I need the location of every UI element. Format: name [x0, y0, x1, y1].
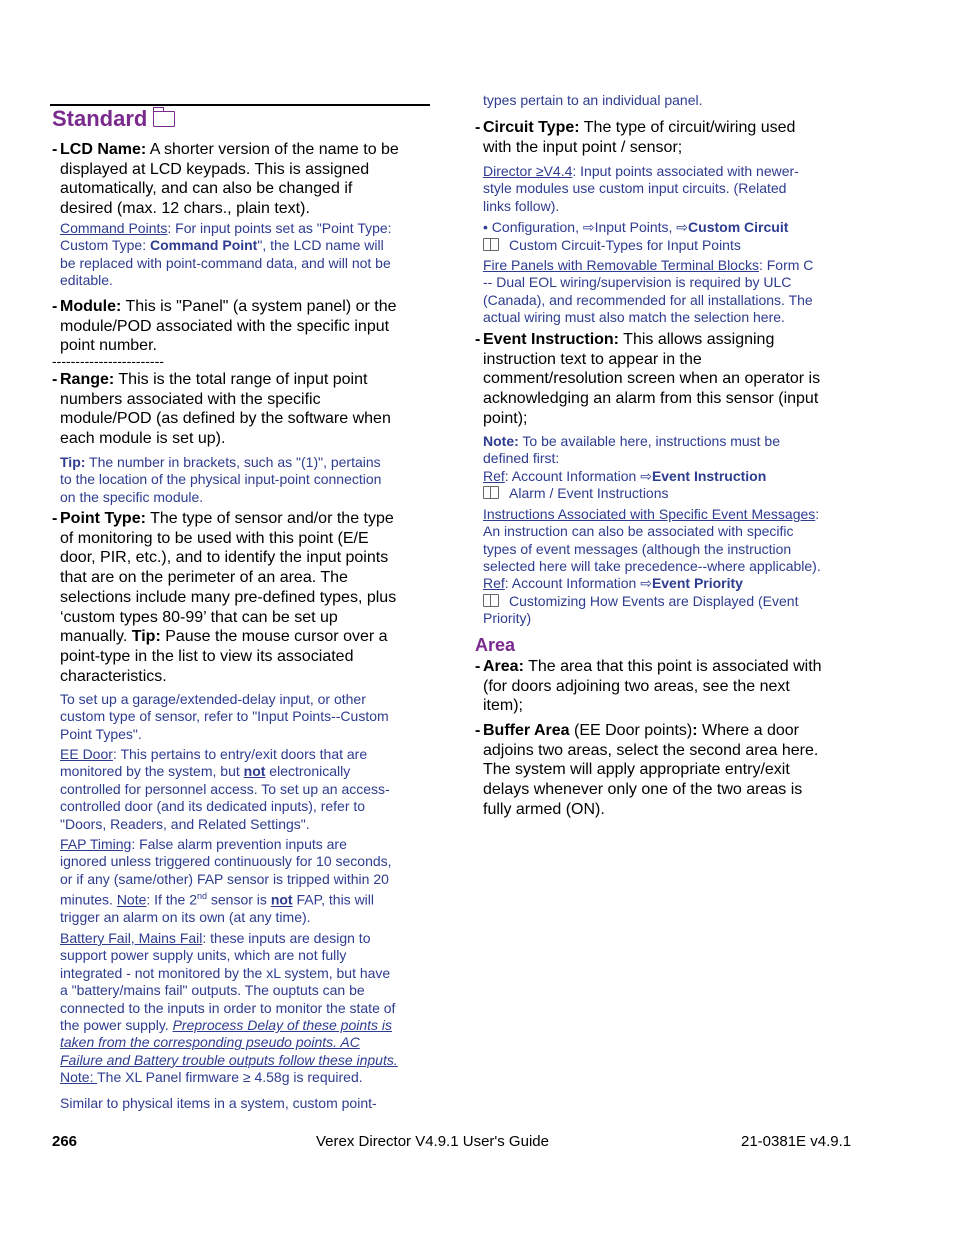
ref-event-instruction: Ref: Account Information ⇨Event Instruction [483, 468, 767, 484]
book-icon [483, 594, 499, 607]
footer-title: Verex Director V4.9.1 User's Guide [316, 1133, 549, 1150]
ref-link[interactable]: Ref [483, 575, 505, 591]
ref-event-priority: Ref: Account Information ⇨Event Priority [483, 575, 743, 591]
divider-text: ------------------------ [52, 353, 164, 369]
area-item: - Area: The area that this point is associated with (for doors adjoining two areas, see the next item); [475, 658, 822, 715]
command-points-link[interactable]: Command Points [60, 220, 168, 236]
ref-link[interactable]: Ref [483, 468, 505, 484]
ee-door-note: EE Door: This pertains to entry/exit doors that are monitored by the system, but not electronically controlled for personnel access. To set up an access- controlled door (and its dedicated inputs), refer to "Doors, Readers, and Related Settings". [60, 746, 390, 832]
battery-fail-link[interactable]: Battery Fail, Mains Fail [60, 930, 203, 946]
similar-note: Similar to physical items in a system, custom point- [60, 1095, 377, 1111]
book-icon [483, 238, 499, 251]
event-instruction-item: - Event Instruction: This allows assigning instruction text to appear in the comment/resolution screen when an operator is acknowledging an alarm from this sensor (input point); [475, 331, 821, 427]
section-title-standard: Standard [52, 106, 175, 132]
book-icon [483, 486, 499, 499]
module-item: - Module: This is "Panel" (a system panel) or the module/POD associated with the specific input point number. [52, 298, 397, 355]
alarm-instructions-reference: Alarm / Event Instructions [483, 485, 669, 502]
point-type-item: - Point Type: The type of sensor and/or the type of monitoring to be used with this point (E/E door, PIR, etc.), and to identify the input points that are on the perimeter of an area. The selections include many pre-defined types, plus ‘custom types 80-99’ that can be set up manually. Tip: Pause the mouse cursor over a point-type in the list to view its associated characteristics. [52, 510, 397, 685]
fire-panels-note: Fire Panels with Removable Terminal Blocks: Form C -- Dual EOL wiring/supervision is required by ULC (Canada), and recommended for all installations. The actual wiring must also match the selection here. [483, 257, 814, 326]
continued-note: types pertain to an individual panel. [483, 92, 703, 108]
fap-timing-link[interactable]: FAP Timing [60, 836, 132, 852]
command-points-note: Command Points: For input points set as "Point Type: Custom Type: Command Point", the LCD name will be replaced with point-command data, and will not be editable. [60, 220, 392, 289]
buffer-area-item: - Buffer Area (EE Door points): Where a door adjoins two areas, select the second area here. The system will apply appropriate entry/exit delays whenever only one of the two areas is fully armed (ON). [475, 722, 819, 818]
director-link[interactable]: Director ≥V4.4 [483, 163, 573, 179]
availability-note: Note: To be available here, instructions must be defined first: [483, 433, 781, 467]
config-path: • Configuration, ⇨Input Points, ⇨Custom Circuit [483, 219, 789, 235]
instructions-specific-note: Instructions Associated with Specific Event Messages: An instruction can also be associated with specific types of event messages (although the instruction selected here will take precedence--where applicable). [483, 506, 821, 575]
event-priority-reference: Customizing How Events are Displayed (Event Priority) [483, 593, 799, 627]
director-note: Director ≥V4.4: Input points associated with newer- style modules use custom input circuits. (Related links follow). [483, 163, 799, 214]
fap-timing-note: FAP Timing: False alarm prevention inputs are ignored unless triggered continuously for 10 seconds, or if any (same/other) FAP sensor is tripped within 20 minutes. Note: If the 2nd sensor is not FAP, this will trigger an alarm on its own (at any time). [60, 836, 392, 926]
tip-note: Tip: The number in brackets, such as "(1)", pertains to the location of the physical input-point connection on the specific module. [60, 454, 382, 505]
instructions-specific-link[interactable]: Instructions Associated with Specific Event Messages [483, 506, 816, 522]
folder-icon [153, 111, 175, 127]
ee-door-link[interactable]: EE Door [60, 746, 113, 762]
garage-note: To set up a garage/extended-delay input, or other custom type of sensor, refer to "Input Points--Custom Point Types". [60, 691, 389, 742]
fire-panels-link[interactable]: Fire Panels with Removable Terminal Blocks [483, 257, 759, 273]
range-item: - Range: This is the total range of input point numbers associated with the specific module/POD (as defined by the software when each module is set up). [52, 371, 391, 448]
circuit-type-item: - Circuit Type: The type of circuit/wiring used with the input point / sensor; [475, 119, 796, 156]
battery-fail-note: Battery Fail, Mains Fail: these inputs are design to support power supply units, which are not fully integrated - not monitored by the xL system, but have a "battery/mains fail" outputs. The ouptuts can be connected to the inputs in order to monitor the state of the power supply. Preprocess Delay of these points is taken from the corresponding pseudo points. AC Failure and Battery trouble outputs follow these inputs. Note: The XL Panel firmware ≥ 4.58g is required. [60, 930, 398, 1086]
footer-doc-id: 21-0381E v4.9.1 [741, 1133, 852, 1150]
section-title-area: Area [475, 635, 516, 655]
page-number: 266 [52, 1133, 78, 1150]
custom-circuit-reference: Custom Circuit-Types for Input Points [483, 237, 741, 254]
lcd-name-item: - LCD Name: A shorter version of the name to be displayed at LCD keypads. This is assigned automatically, and can also be changed if desired (max. 12 chars., plain text). [52, 141, 399, 218]
